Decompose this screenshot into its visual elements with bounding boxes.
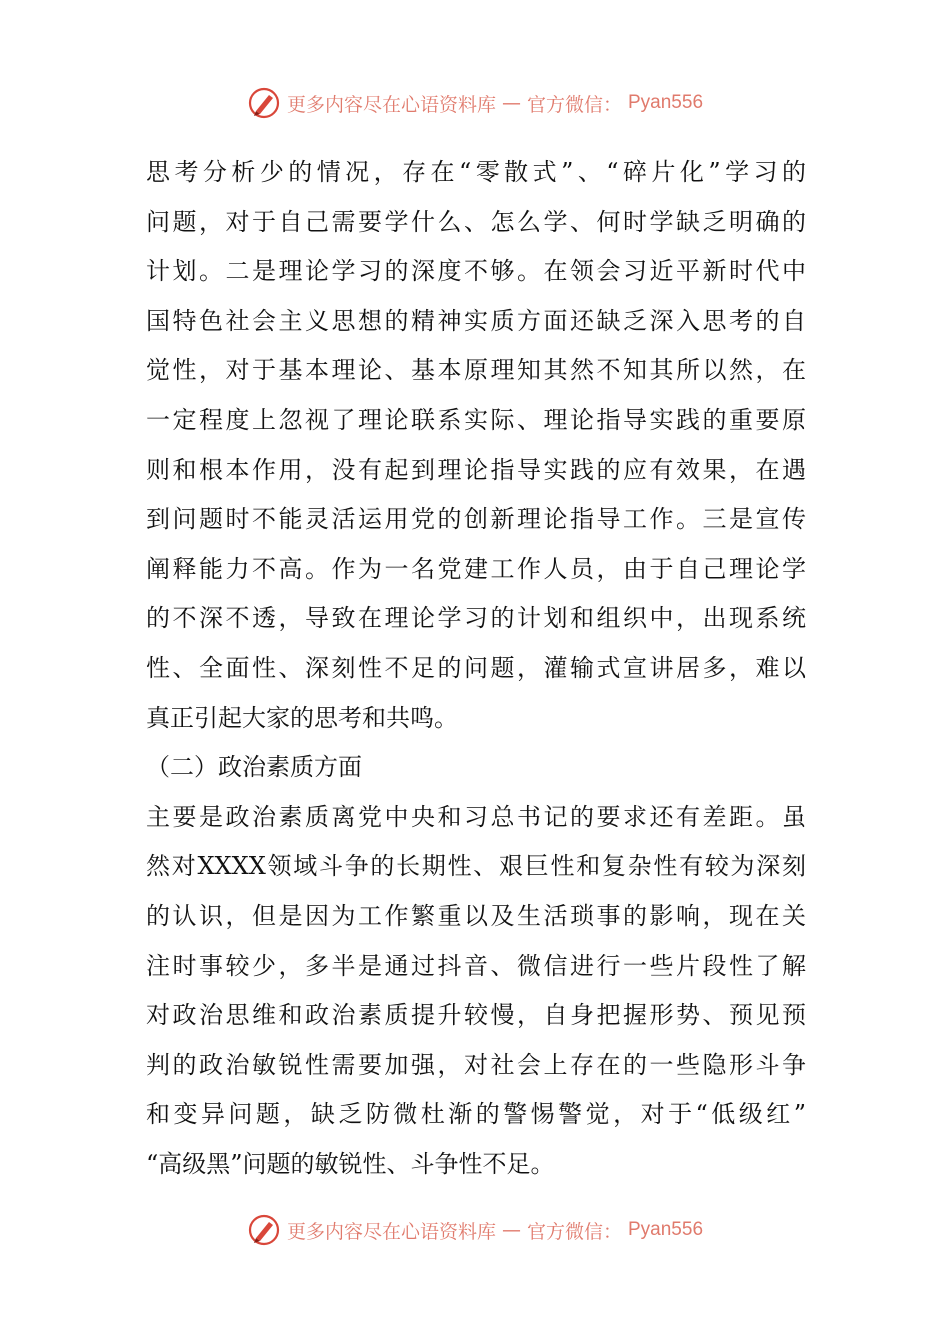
- body-line: 阐释能力不高。作为一名党建工作人员，由于自己理论学: [146, 554, 806, 583]
- banner-separator: —: [501, 92, 521, 114]
- footer-watermark-banner: [0, 1210, 950, 1250]
- body-line: 和变异问题，缺乏防微杜渐的警惕警觉，对于“低级红”: [146, 1100, 806, 1129]
- body-line: 到问题时不能灵活运用党的创新理论指导工作。三是宣传: [146, 505, 806, 534]
- body-line: 然对XXXX领域斗争的长期性、艰巨性和复杂性有较为深刻: [146, 852, 806, 881]
- body-line: 一定程度上忽视了理论联系实际、理论指导实践的重要原: [146, 405, 806, 434]
- body-line: 判的政治敏锐性需要加强，对社会上存在的一些隐形斗争: [146, 1050, 806, 1079]
- banner-wechat-label: 官方微信：: [526, 93, 622, 116]
- body-line: 注时事较少，多半是通过抖音、微信进行一些片段性了解: [146, 951, 806, 980]
- body-line: 觉性，对于基本理论、基本原理知其然不知其所以然，在: [146, 356, 806, 385]
- body-line: 的不深不透，导致在理论学习的计划和组织中，出现系统: [146, 604, 806, 633]
- body-line: 的认识，但是因为工作繁重以及生活琐事的影响，现在关: [146, 901, 806, 930]
- body-line: 计划。二是理论学习的深度不够。在领会习近平新时代中: [146, 257, 806, 286]
- body-line: 则和根本作用，没有起到理论指导实践的应有效果，在遇: [146, 455, 806, 484]
- banner-text: 更多内容尽在心语资料库: [286, 1220, 496, 1243]
- banner-wechat-id: Pyan556: [628, 1219, 704, 1240]
- body-line: 主要是政治素质离党中央和习总书记的要求还有差距。虽: [146, 802, 806, 831]
- header-watermark-banner: [0, 83, 950, 123]
- banner-wechat-label: 官方微信：: [526, 1220, 622, 1243]
- pen-logo-icon: [247, 1213, 281, 1247]
- banner-wechat-id: Pyan556: [628, 92, 704, 113]
- body-line: 国特色社会主义思想的精神实质方面还缺乏深入思考的自: [146, 306, 806, 335]
- section-heading: （二）政治素质方面: [146, 753, 362, 782]
- body-line: 问题，对于自己需要学什么、怎么学、何时学缺乏明确的: [146, 207, 806, 236]
- banner-text: 更多内容尽在心语资料库: [286, 93, 496, 116]
- body-line: 性、全面性、深刻性不足的问题，灌输式宣讲居多，难以: [146, 653, 806, 682]
- document-body: [146, 148, 806, 1189]
- pen-logo-icon: [247, 86, 281, 120]
- body-line: 思考分析少的情况，存在“零散式”、“碎片化”学习的: [146, 158, 806, 186]
- body-line: 真正引起大家的思考和共鸣。: [146, 703, 458, 732]
- body-line: “高级黑”问题的敏锐性、斗争性不足。: [146, 1149, 555, 1178]
- body-line: 对政治思维和政治素质提升较慢，自身把握形势、预见预: [146, 1001, 806, 1030]
- banner-separator: —: [501, 1219, 521, 1241]
